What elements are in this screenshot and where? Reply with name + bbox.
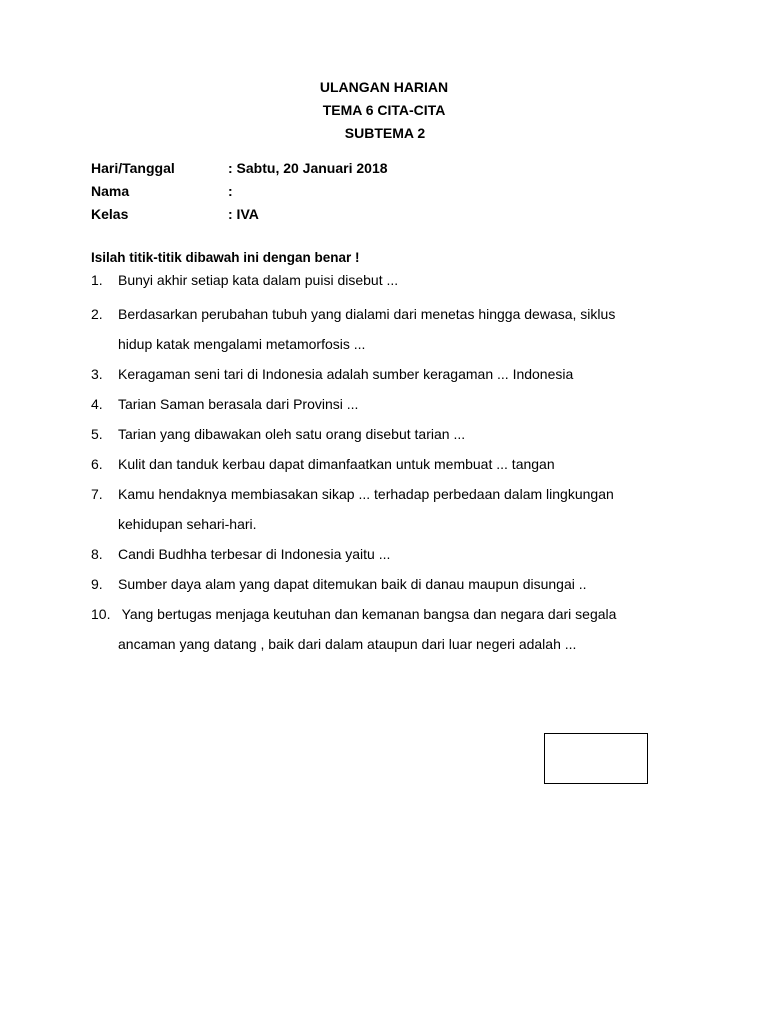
question-list	[91, 269, 691, 659]
question-text-continued: hidup katak mengalami metamorfosis ...	[118, 336, 366, 352]
info-row-class	[91, 203, 388, 226]
question-number: 2.	[91, 306, 103, 322]
question-text: Berdasarkan perubahan tubuh yang dialami dari menetas hingga dewasa, siklus	[118, 306, 616, 322]
question-text-continued: ancaman yang datang , baik dari dalam ataupun dari luar negeri adalah ...	[118, 636, 577, 652]
question-item	[91, 449, 691, 479]
question-number: 1.	[91, 272, 103, 288]
name-label: Nama	[91, 183, 130, 199]
question-item	[91, 479, 691, 539]
day-label: Hari/Tanggal	[91, 160, 175, 176]
day-value: : Sabtu, 20 Januari 2018	[228, 160, 388, 176]
question-text: Kamu hendaknya membiasakan sikap ... terhadap perbedaan dalam lingkungan	[118, 486, 614, 502]
question-text: Tarian Saman berasala dari Provinsi ...	[118, 396, 359, 412]
question-number: 3.	[91, 366, 103, 382]
question-number: 9.	[91, 576, 103, 592]
question-number: 7.	[91, 486, 103, 502]
question-text: Kulit dan tanduk kerbau dapat dimanfaatkan untuk membuat ... tangan	[118, 456, 555, 472]
info-row-day	[91, 157, 388, 180]
question-item	[91, 359, 691, 389]
question-number: 5.	[91, 426, 103, 442]
question-number: 6.	[91, 456, 103, 472]
document-header	[0, 76, 768, 145]
question-text: Yang bertugas menjaga keutuhan dan kemanan bangsa dan negara dari segala	[118, 606, 617, 622]
question-number: 10.	[91, 606, 111, 622]
question-text: Sumber daya alam yang dapat ditemukan baik di danau maupun disungai ..	[118, 576, 587, 592]
question-text: Candi Budhha terbesar di Indonesia yaitu ...	[118, 546, 391, 562]
header-subtheme: SUBTEMA 2	[344, 125, 426, 141]
instruction-text: Isilah titik-titik dibawah ini dengan benar !	[91, 250, 360, 265]
question-item	[91, 569, 691, 599]
question-number: 4.	[91, 396, 103, 412]
student-info	[91, 157, 388, 226]
question-text: Keragaman seni tari di Indonesia adalah sumber keragaman ... Indonesia	[118, 366, 574, 382]
header-theme: TEMA 6 CITA-CITA	[322, 102, 446, 118]
question-text: Tarian yang dibawakan oleh satu orang disebut tarian ...	[118, 426, 466, 442]
question-number: 8.	[91, 546, 103, 562]
question-text: Bunyi akhir setiap kata dalam puisi disebut ...	[118, 272, 399, 288]
info-row-name	[91, 180, 388, 203]
question-item	[91, 599, 691, 659]
score-box	[544, 733, 648, 784]
header-title: ULANGAN HARIAN	[319, 79, 449, 95]
class-value: : IVA	[228, 206, 259, 222]
question-text-continued: kehidupan sehari-hari.	[118, 516, 257, 532]
name-value: :	[228, 183, 233, 199]
question-item	[91, 299, 691, 359]
class-label: Kelas	[91, 206, 129, 222]
question-item	[91, 269, 691, 292]
question-item	[91, 539, 691, 569]
question-item	[91, 389, 691, 419]
question-item	[91, 419, 691, 449]
